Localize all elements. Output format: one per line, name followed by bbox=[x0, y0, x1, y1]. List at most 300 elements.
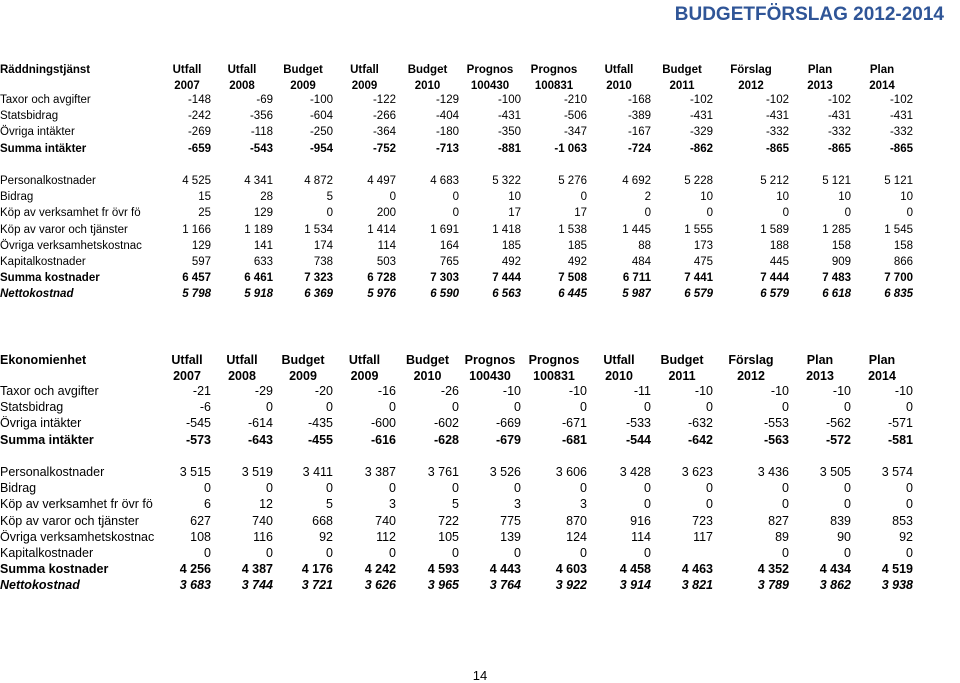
table-cell: -6 bbox=[199, 400, 211, 415]
table-cell: -129 bbox=[435, 94, 459, 107]
table-cell: 10 bbox=[838, 191, 851, 204]
table-cell bbox=[651, 545, 713, 561]
table-cell: 7 483 bbox=[822, 272, 851, 285]
table-row bbox=[0, 270, 913, 286]
table-row bbox=[0, 399, 913, 415]
column-header-type: Prognos bbox=[528, 353, 580, 367]
table-cell: -862 bbox=[689, 142, 713, 155]
table-cell: 738 bbox=[313, 255, 333, 268]
table-cell: 4 497 bbox=[367, 175, 396, 188]
table-cell: 3 623 bbox=[681, 465, 713, 480]
table-cell: 6 563 bbox=[492, 288, 521, 301]
table-cell: -100 bbox=[497, 94, 521, 107]
table-cell: 6 369 bbox=[304, 288, 333, 301]
table-row bbox=[0, 108, 913, 124]
table-cell: 0 bbox=[844, 545, 851, 560]
table-cell: 10 bbox=[900, 191, 913, 204]
table-row bbox=[0, 529, 913, 545]
table-cell: -865 bbox=[765, 142, 789, 155]
table-cell: 1 555 bbox=[684, 223, 713, 236]
table-cell: 139 bbox=[500, 529, 521, 544]
column-header-period: 2008 bbox=[229, 80, 255, 92]
table-cell: 0 bbox=[906, 400, 913, 415]
table-row bbox=[0, 496, 913, 512]
spacer-row bbox=[0, 448, 913, 464]
table-cell: 0 bbox=[644, 481, 651, 496]
table-cell: -604 bbox=[309, 110, 333, 123]
table-cell: 3 411 bbox=[302, 465, 333, 480]
table-cell: 1 545 bbox=[884, 223, 913, 236]
table-cell: 7 444 bbox=[760, 272, 789, 285]
table-cell: -29 bbox=[254, 384, 273, 399]
table-cell: 1 285 bbox=[822, 223, 851, 236]
table-cell: -628 bbox=[433, 432, 459, 447]
table-cell: 870 bbox=[566, 513, 587, 528]
table-cell: 158 bbox=[893, 239, 913, 252]
table-cell: 909 bbox=[831, 255, 851, 268]
table-cell: 4 242 bbox=[364, 562, 396, 577]
table-cell: 6 618 bbox=[822, 288, 851, 301]
table-cell: 3 821 bbox=[681, 578, 713, 593]
table-cell: -431 bbox=[889, 110, 913, 123]
table-cell: -533 bbox=[625, 416, 651, 431]
row-label: Taxor och avgifter bbox=[0, 384, 99, 399]
column-header-type: Utfall bbox=[603, 353, 635, 367]
table-cell: 3 515 bbox=[179, 465, 211, 480]
table-cell: -671 bbox=[561, 416, 587, 431]
header-row bbox=[0, 76, 913, 92]
column-header-period: 2010 bbox=[606, 80, 632, 92]
table-cell: -544 bbox=[625, 432, 651, 447]
raddningstjanst-table bbox=[0, 60, 913, 302]
table-cell: -356 bbox=[249, 110, 273, 123]
table-cell: 1 534 bbox=[304, 223, 333, 236]
table-cell: 88 bbox=[638, 239, 651, 252]
table-cell: 6 bbox=[204, 497, 211, 512]
table-cell: 5 bbox=[452, 497, 459, 512]
table-cell: 0 bbox=[266, 400, 273, 415]
table-cell: 0 bbox=[782, 207, 789, 220]
column-header-period: 2010 bbox=[413, 369, 442, 383]
table-cell: 0 bbox=[452, 191, 459, 204]
table-cell: 4 341 bbox=[244, 175, 273, 188]
table-cell: -16 bbox=[377, 384, 396, 399]
table-cell: 3 862 bbox=[819, 578, 851, 593]
table-cell: -26 bbox=[440, 384, 459, 399]
table-cell: 740 bbox=[252, 513, 273, 528]
column-header-type: Plan bbox=[869, 64, 895, 76]
table-cell: 5 121 bbox=[822, 175, 851, 188]
column-header-period: 100430 bbox=[470, 80, 510, 92]
table-cell: -435 bbox=[307, 416, 333, 431]
table-cell: 0 bbox=[452, 545, 459, 560]
table-cell: 124 bbox=[566, 529, 587, 544]
table-cell: -572 bbox=[825, 432, 851, 447]
table-cell: 0 bbox=[326, 481, 333, 496]
table-cell: 0 bbox=[326, 545, 333, 560]
table-cell: 185 bbox=[501, 239, 521, 252]
table-cell: 117 bbox=[693, 529, 713, 544]
table-row bbox=[0, 464, 913, 480]
column-header-period: 2010 bbox=[605, 369, 633, 383]
table-row bbox=[0, 415, 913, 431]
table-cell: 0 bbox=[644, 207, 651, 220]
row-label: Övriga verksamhetskostnac bbox=[0, 239, 142, 252]
table-row bbox=[0, 480, 913, 496]
column-header-period: 2012 bbox=[738, 80, 764, 92]
table-cell: 90 bbox=[837, 529, 851, 544]
table-cell: -350 bbox=[497, 126, 521, 139]
column-header-period: 2008 bbox=[228, 369, 256, 383]
table-cell: 3 626 bbox=[364, 578, 396, 593]
table-cell: 3 428 bbox=[619, 465, 651, 480]
column-header-type: Utfall bbox=[171, 353, 203, 367]
table-cell: 12 bbox=[259, 497, 273, 512]
column-header-type: Förslag bbox=[730, 64, 772, 76]
table-cell: 0 bbox=[452, 400, 459, 415]
table-cell: 0 bbox=[266, 481, 273, 496]
table-cell: -266 bbox=[372, 110, 396, 123]
table-cell: 3 606 bbox=[555, 465, 587, 480]
table-cell: -102 bbox=[827, 94, 851, 107]
table-cell: 0 bbox=[844, 207, 851, 220]
table-cell: -659 bbox=[187, 142, 211, 155]
table-cell: -679 bbox=[495, 432, 521, 447]
table-cell: 5 976 bbox=[367, 288, 396, 301]
table-cell: 668 bbox=[312, 513, 333, 528]
table-cell: 492 bbox=[567, 255, 587, 268]
column-header-period: 2013 bbox=[806, 369, 834, 383]
table-cell: -881 bbox=[497, 142, 521, 155]
table-cell: 3 387 bbox=[364, 465, 396, 480]
column-header-period: 2011 bbox=[668, 369, 696, 383]
header-row bbox=[0, 367, 913, 383]
table-cell: -404 bbox=[435, 110, 459, 123]
table-cell: 0 bbox=[389, 400, 396, 415]
table-cell: 3 744 bbox=[241, 578, 273, 593]
table-cell: -681 bbox=[561, 432, 587, 447]
table-cell: 112 bbox=[376, 529, 396, 544]
row-label: Köp av verksamhet fr övr fö bbox=[0, 497, 153, 512]
table-cell: 6 579 bbox=[684, 288, 713, 301]
table-cell: -602 bbox=[433, 416, 459, 431]
table-row bbox=[0, 383, 913, 399]
header-row bbox=[0, 60, 913, 76]
table-cell: -543 bbox=[249, 142, 273, 155]
table-cell: -10 bbox=[894, 384, 913, 399]
table-cell: 0 bbox=[452, 207, 459, 220]
table-cell: 5 322 bbox=[492, 175, 521, 188]
table-cell: 7 441 bbox=[684, 272, 713, 285]
row-label: Nettokostnad bbox=[0, 578, 80, 593]
table-cell: 185 bbox=[567, 239, 587, 252]
table-cell: 4 603 bbox=[555, 562, 587, 577]
row-label: Kapitalkostnader bbox=[0, 545, 94, 560]
table-cell: 4 352 bbox=[757, 562, 789, 577]
document-title: BUDGETFÖRSLAG 2012-2014 bbox=[674, 4, 944, 25]
table-cell: -122 bbox=[372, 94, 396, 107]
table-cell: 866 bbox=[893, 255, 913, 268]
table-cell: -167 bbox=[627, 126, 651, 139]
table-cell: -10 bbox=[502, 384, 521, 399]
table-cell: -431 bbox=[827, 110, 851, 123]
table-row bbox=[0, 222, 913, 238]
table-cell: 4 593 bbox=[427, 562, 459, 577]
column-header-period: 2011 bbox=[669, 80, 695, 92]
column-header-type: Utfall bbox=[604, 64, 634, 76]
table-cell: 3 526 bbox=[489, 465, 521, 480]
table-cell: 6 711 bbox=[622, 272, 651, 285]
table-cell: 5 987 bbox=[622, 288, 651, 301]
table-cell: -431 bbox=[497, 110, 521, 123]
table-cell: 25 bbox=[198, 207, 211, 220]
column-header-period: 2013 bbox=[807, 80, 833, 92]
table-cell: -11 bbox=[633, 384, 651, 399]
row-label: Övriga intäkter bbox=[0, 416, 82, 431]
table-cell: -581 bbox=[887, 432, 913, 447]
table-cell: 89 bbox=[775, 529, 789, 544]
table-cell: 6 579 bbox=[760, 288, 789, 301]
table-cell: -431 bbox=[765, 110, 789, 123]
row-label: Kapitalkostnader bbox=[0, 255, 86, 268]
table-cell: -100 bbox=[309, 94, 333, 107]
table-cell: 3 938 bbox=[881, 578, 913, 593]
row-label: Summa kostnader bbox=[0, 272, 100, 285]
column-header-type: Utfall bbox=[350, 64, 379, 76]
table-cell: 6 457 bbox=[182, 272, 211, 285]
table-cell: 4 176 bbox=[301, 562, 333, 577]
table-cell: -210 bbox=[563, 94, 587, 107]
row-label: Personalkostnader bbox=[0, 175, 96, 188]
table-cell: -102 bbox=[765, 94, 789, 107]
table-cell: 6 835 bbox=[884, 288, 913, 301]
row-label: Bidrag bbox=[0, 481, 37, 496]
table-row bbox=[0, 189, 913, 205]
table-cell: -954 bbox=[309, 142, 333, 155]
table-cell: 853 bbox=[892, 513, 913, 528]
table-cell: 7 444 bbox=[492, 272, 521, 285]
table-cell: 0 bbox=[644, 545, 651, 560]
table-cell: 0 bbox=[706, 400, 713, 415]
column-header-period: 100430 bbox=[469, 369, 511, 383]
table-cell: -713 bbox=[435, 142, 459, 155]
table-cell: 4 519 bbox=[881, 562, 913, 577]
table-cell: 1 166 bbox=[182, 223, 211, 236]
column-header-type: Budget bbox=[283, 64, 323, 76]
table-cell: -250 bbox=[309, 126, 333, 139]
table-cell: -69 bbox=[256, 94, 273, 107]
table-cell: 0 bbox=[844, 481, 851, 496]
table-cell: 7 323 bbox=[304, 272, 333, 285]
table-cell: 3 914 bbox=[619, 578, 651, 593]
table-cell: 28 bbox=[260, 191, 273, 204]
column-header-period: 2009 bbox=[290, 80, 316, 92]
table-cell: 3 436 bbox=[757, 465, 789, 480]
table-cell: 3 519 bbox=[241, 465, 273, 480]
table-cell: 475 bbox=[693, 255, 713, 268]
table-cell: 0 bbox=[514, 545, 521, 560]
table-cell: 114 bbox=[377, 239, 396, 252]
row-label: Personalkostnader bbox=[0, 465, 105, 480]
column-header-type: Förslag bbox=[728, 353, 774, 367]
table-cell: -332 bbox=[889, 126, 913, 139]
table-cell: 173 bbox=[693, 239, 713, 252]
table-cell: -614 bbox=[247, 416, 273, 431]
table-cell: -506 bbox=[563, 110, 587, 123]
table-cell: 0 bbox=[580, 191, 587, 204]
row-label: Bidrag bbox=[0, 191, 34, 204]
table-cell: 4 434 bbox=[819, 562, 851, 577]
table-cell: -10 bbox=[770, 384, 789, 399]
table-cell: 1 445 bbox=[622, 223, 651, 236]
column-header-period: 2009 bbox=[350, 369, 379, 383]
table-cell: 5 bbox=[326, 191, 333, 204]
section-title: Ekonomienhet bbox=[0, 353, 87, 367]
page-number: 14 bbox=[472, 668, 488, 683]
table-cell: 0 bbox=[580, 400, 587, 415]
table-cell: -180 bbox=[435, 126, 459, 139]
row-label: Nettokostnad bbox=[0, 288, 74, 301]
table-cell: -332 bbox=[827, 126, 851, 139]
table-cell: 0 bbox=[644, 400, 651, 415]
row-label: Summa kostnader bbox=[0, 562, 109, 577]
table-cell: -389 bbox=[627, 110, 651, 123]
column-header-period: 2014 bbox=[869, 80, 895, 92]
table-row bbox=[0, 513, 913, 529]
table-cell: 0 bbox=[906, 497, 913, 512]
table-cell: 5 798 bbox=[182, 288, 211, 301]
table-cell: 627 bbox=[190, 513, 211, 528]
table-cell: 0 bbox=[706, 207, 713, 220]
table-cell: -669 bbox=[495, 416, 521, 431]
table-cell: 92 bbox=[319, 529, 333, 544]
table-cell: 0 bbox=[844, 400, 851, 415]
table-cell: 0 bbox=[706, 497, 713, 512]
table-cell: 164 bbox=[439, 239, 459, 252]
table-cell: 6 445 bbox=[558, 288, 587, 301]
table-cell: -724 bbox=[627, 142, 651, 155]
table-cell: 839 bbox=[830, 513, 851, 528]
row-label: Köp av varor och tjänster bbox=[0, 223, 128, 236]
table-cell: -364 bbox=[372, 126, 396, 139]
row-label: Köp av verksamhet fr övr fö bbox=[0, 207, 141, 220]
column-header-type: Plan bbox=[806, 353, 834, 367]
column-header-period: 100831 bbox=[534, 80, 574, 92]
row-label: Övriga verksamhetskostnac bbox=[0, 529, 155, 544]
column-header-period: 2007 bbox=[174, 80, 200, 92]
column-header-type: Utfall bbox=[172, 64, 202, 76]
table-cell: -10 bbox=[832, 384, 851, 399]
table-cell: -102 bbox=[689, 94, 713, 107]
section-title: Räddningstjänst bbox=[0, 64, 91, 76]
table-cell: -102 bbox=[889, 94, 913, 107]
table-cell: 0 bbox=[326, 207, 333, 220]
table-cell: 5 228 bbox=[684, 175, 713, 188]
table-cell: 3 574 bbox=[881, 465, 913, 480]
row-label: Statsbidrag bbox=[0, 400, 64, 415]
table-cell: 0 bbox=[906, 481, 913, 496]
table-cell: 3 505 bbox=[819, 465, 851, 480]
table-cell: 3 789 bbox=[757, 578, 789, 593]
table-cell: -10 bbox=[568, 384, 587, 399]
table-cell: 3 bbox=[514, 497, 521, 512]
table-cell: 1 414 bbox=[367, 223, 396, 236]
table-cell: -10 bbox=[694, 384, 713, 399]
ekonomienhet-table bbox=[0, 351, 913, 593]
table-cell: 3 bbox=[580, 497, 587, 512]
table-cell: -347 bbox=[563, 126, 587, 139]
table-cell: 722 bbox=[438, 513, 459, 528]
column-header-period: 2007 bbox=[173, 369, 201, 383]
table-cell: 1 418 bbox=[492, 223, 521, 236]
table-cell: 5 276 bbox=[558, 175, 587, 188]
table-cell: 15 bbox=[198, 191, 211, 204]
row-label: Övriga intäkter bbox=[0, 126, 75, 139]
table-cell: -20 bbox=[314, 384, 333, 399]
table-cell: 0 bbox=[782, 545, 789, 560]
column-header-type: Plan bbox=[807, 64, 833, 76]
table-cell: 141 bbox=[253, 239, 273, 252]
table-cell: 17 bbox=[574, 207, 587, 220]
column-header-type: Utfall bbox=[227, 64, 257, 76]
spacer-row bbox=[0, 157, 913, 173]
table-cell: -571 bbox=[887, 416, 913, 431]
column-header-type: Budget bbox=[405, 353, 450, 367]
table-cell: 10 bbox=[776, 191, 789, 204]
table-cell: 597 bbox=[191, 255, 211, 268]
table-cell: 492 bbox=[501, 255, 521, 268]
table-cell: 1 189 bbox=[244, 223, 273, 236]
table-cell: 6 461 bbox=[244, 272, 273, 285]
table-cell: -563 bbox=[763, 432, 789, 447]
table-cell: -431 bbox=[689, 110, 713, 123]
table-cell: 3 764 bbox=[489, 578, 521, 593]
table-cell: 4 525 bbox=[182, 175, 211, 188]
table-row bbox=[0, 205, 913, 221]
table-row bbox=[0, 577, 913, 593]
table-cell: 188 bbox=[769, 239, 789, 252]
table-cell: 0 bbox=[844, 497, 851, 512]
row-label: Statsbidrag bbox=[0, 110, 59, 123]
table-cell: 0 bbox=[204, 545, 211, 560]
table-cell: -562 bbox=[825, 416, 851, 431]
column-header-period: 2012 bbox=[737, 369, 765, 383]
table-cell: 0 bbox=[452, 481, 459, 496]
table-cell: 92 bbox=[899, 529, 913, 544]
table-cell: -455 bbox=[307, 432, 333, 447]
table-cell: 3 761 bbox=[427, 465, 459, 480]
table-cell: 5 121 bbox=[884, 175, 913, 188]
table-cell: 174 bbox=[313, 239, 333, 252]
table-cell: 7 303 bbox=[430, 272, 459, 285]
table-cell: 17 bbox=[508, 207, 521, 220]
column-header-period: 2010 bbox=[414, 80, 441, 92]
table-cell: 5 918 bbox=[244, 288, 273, 301]
table-cell: -865 bbox=[889, 142, 913, 155]
table-cell: 633 bbox=[253, 255, 273, 268]
table-cell: 3 721 bbox=[301, 578, 333, 593]
table-cell: -269 bbox=[187, 126, 211, 139]
table-cell: 0 bbox=[782, 400, 789, 415]
table-cell: 200 bbox=[376, 207, 396, 220]
table-cell: 0 bbox=[706, 481, 713, 496]
table-cell: -329 bbox=[689, 126, 713, 139]
table-cell: 0 bbox=[580, 545, 587, 560]
table-row bbox=[0, 561, 913, 577]
table-cell: -632 bbox=[687, 416, 713, 431]
column-header-type: Budget bbox=[660, 353, 704, 367]
table-cell: 7 508 bbox=[558, 272, 587, 285]
